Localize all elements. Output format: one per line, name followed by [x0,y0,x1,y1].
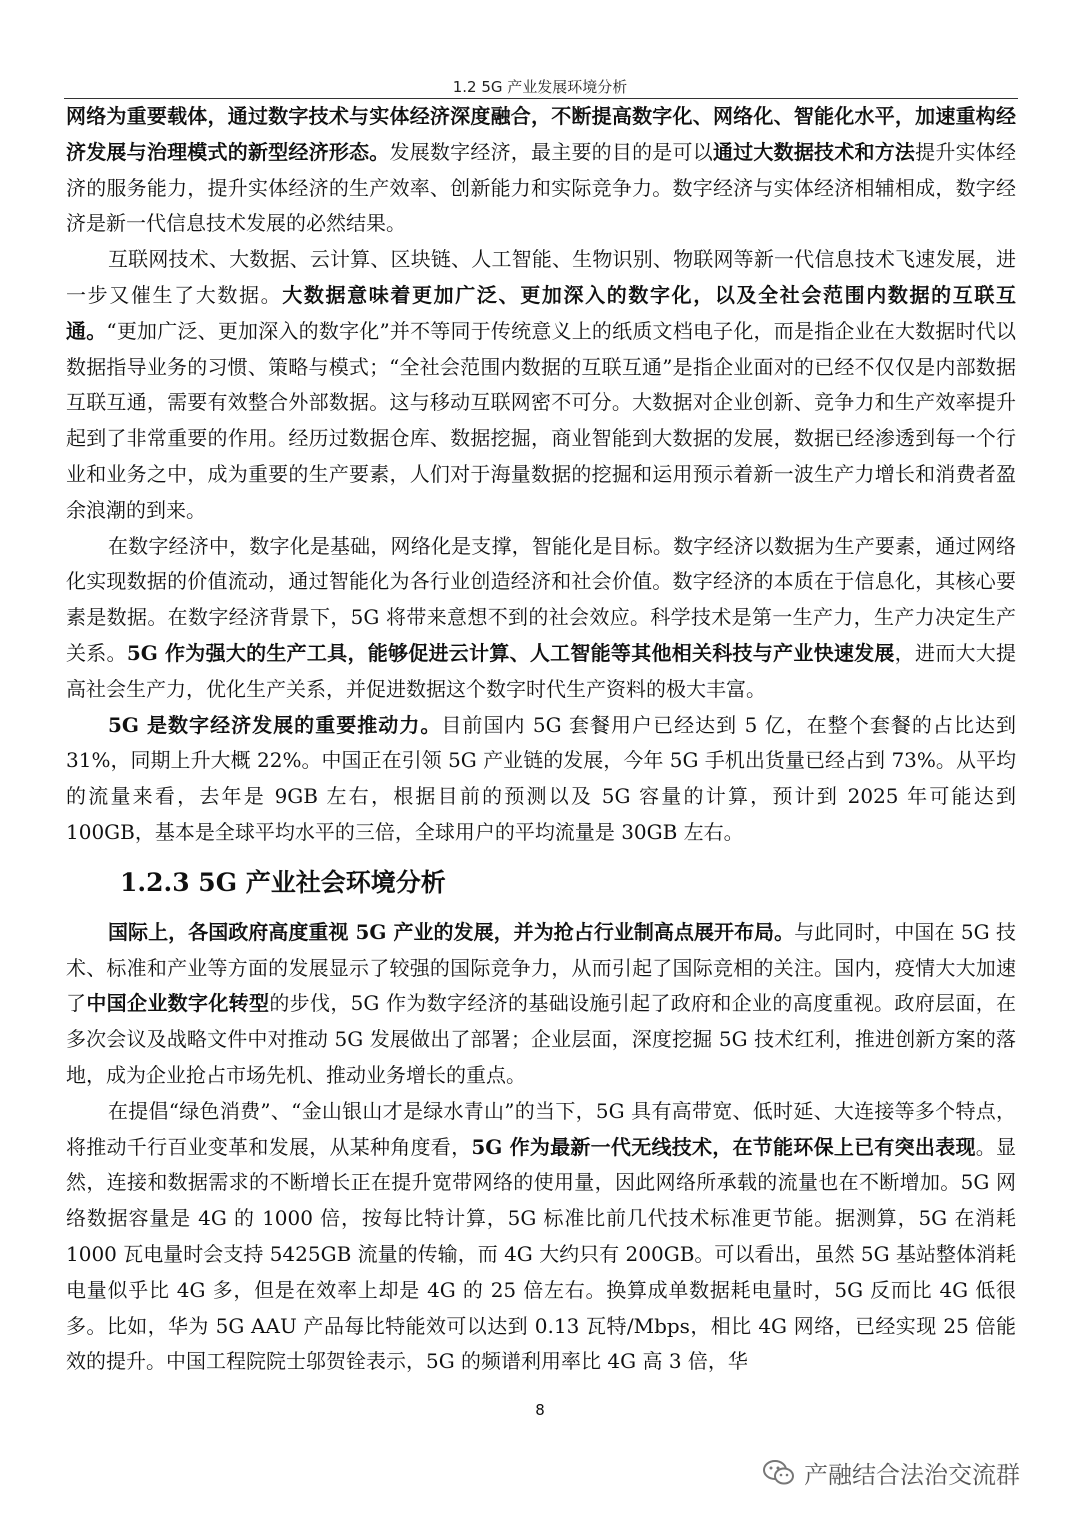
text-run: 在提倡“绿色消费”、“金山银山才是绿水青山”的当下，5G 具有高带宽、低时延、大连接等多个特点，将推动千行百业变革和发展，从某种角度看， [66,1098,1016,1159]
bold-text: 通过大数据技术和方法 [712,139,916,164]
paragraph [66,1094,1016,1380]
wechat-icon [762,1458,796,1488]
document-body [66,99,1016,1380]
section-heading: 1.2.3 5G 产业社会环境分析 [120,867,446,897]
text-run: 提升实体经济的服务能力，提升实体经济的生产效率、创新能力和实际竞争力。数字经济与实体经济相辅相成，数字经济是新一代信息技术发展的必然结果。 [66,139,1017,236]
bold-text: 中国企业数字化转型 [86,991,270,1016]
text-run: 目前国内 5G 套餐用户已经达到 5 亿，在整个套餐的占比达到 31%，同期上升大概 22%。中国正在引领 5G 产业链的发展，今年 5G 手机出货量已经占到 73%。从平均的流量来看，去年是 9GB 左右，根据目前的预测以及 5G 容量的计算，预计到 2025 年可能达到 100GB，基本是全球平均水平的三倍，全球用户的平均流量是 30GB 左右。 [66,712,1016,844]
paragraph [66,529,1016,708]
paragraph [66,708,1016,851]
page-number: 8 [535,1401,545,1419]
watermark [762,1455,1020,1490]
text-run: 。显然，连接和数据需求的不断增长正在提升宽带网络的使用量，因此网络所承载的流量也在不断增加。5G 网络数据容量是 4G 的 1000 倍，按每比特计算，5G 标准比前几代技术标准更节能。据测算，5G 在消耗 1000 瓦电量时会支持 5425GB 流量的传输，而 4G 大约只有 200GB。可以看出，虽然 5G 基站整体消耗电量似乎比 4G 多，但是在效率上却是 4G 的 25 倍左右。换算成单数据耗电量时，5G 反而比 4G 低很多。比如，华为 5G AAU 产品每比特能效可以达到 0.13 瓦特/Mbps，相比 4G 网络，已经实现 25 倍能效的提升。中国工程院院士邬贺铨表示，5G 的频谱利用率比 4G 高 3 倍，华 [66,1134,1017,1374]
text-run: 的步伐，5G 作为数字经济的基础设施引起了政府和企业的高度重视。政府层面，在多次会议及战略文件中对推动 5G 发展做出了部署；企业层面，深度挖掘 5G 技术红利，推进创新方案的落地，成为企业抢占市场先机、推动业务增长的重点。 [66,991,1017,1087]
page-header-title: 1.2 5G 产业发展环境分析 [452,78,628,96]
bold-text: 5G 是数字经济发展的重要推动力。 [108,712,442,737]
bold-text: 大数据意味着更加广泛、更加深入的数字化，以及全社会范围内数据的互联互通。 [66,282,1017,343]
text-run: 互联网技术、大数据、云计算、区块链、人工智能、生物识别、物联网等新一代信息技术飞速发展，进一步又催生了大数据。 [66,247,1016,307]
bold-text: 5G 作为最新一代无线技术，在节能环保上已有突出表现 [471,1134,976,1159]
paragraph [66,242,1016,528]
text-run: “更加广泛、更加深入的数字化”并不等同于传统意义上的纸质文档电子化，而是指企业在大数据时代以数据指导业务的习惯、策略与模式；“全社会范围内数据的互联互通”是指企业面对的已经不仅仅是内部数据互联互通，需要有效整合外部数据。这与移动互联网密不可分。大数据对企业创新、竞争力和生产效率提升起到了非常重要的作用。经历过数据仓库、数据挖掘，商业智能到大数据的发展，数据已经渗透到每一个行业和业务之中，成为重要的生产要素，人们对于海量数据的挖掘和运用预示着新一波生产力增长和消费者盈余浪潮的到来。 [66,318,1016,522]
paragraph [66,99,1016,242]
text-run: 与此同时，中国在 5G 技术、标准和产业等方面的发展显示了较强的国际竞争力，从而引起了国际竞相的关注。国内，疫情大大加速了 [66,919,1016,1016]
bold-text: 5G 作为强大的生产工具，能够促进云计算、人工智能等其他相关科技与产业快速发展 [126,640,895,665]
bold-text: 网络为重要载体，通过数字技术与实体经济深度融合，不断提高数字化、网络化、智能化水平，加速重构经济发展与治理模式的新型经济形态。 [66,104,1016,164]
watermark-text: 产融结合法治交流群 [804,1461,1020,1489]
text-run: 在数字经济中，数字化是基础，网络化是支撑，智能化是目标。数字经济以数据为生产要素，通过网络化实现数据的价值流动，通过智能化为各行业创造经济和社会价值。数字经济的本质在于信息化，其核心要素是数据。在数字经济背景下，5G 将带来意想不到的社会效应。科学技术是第一生产力，生产力决定生产关系。 [66,533,1016,665]
bold-text: 国际上，各国政府高度重视 5G 产业的发展，并为抢占行业制高点展开布局。 [108,919,795,944]
paragraph [66,915,1016,1094]
text-run: 发展数字经济，最主要的目的是可以 [389,139,713,164]
text-run: ，进而大大提高社会生产力，优化生产关系，并促进数据这个数字时代生产资料的极大丰富。 [66,640,1017,701]
